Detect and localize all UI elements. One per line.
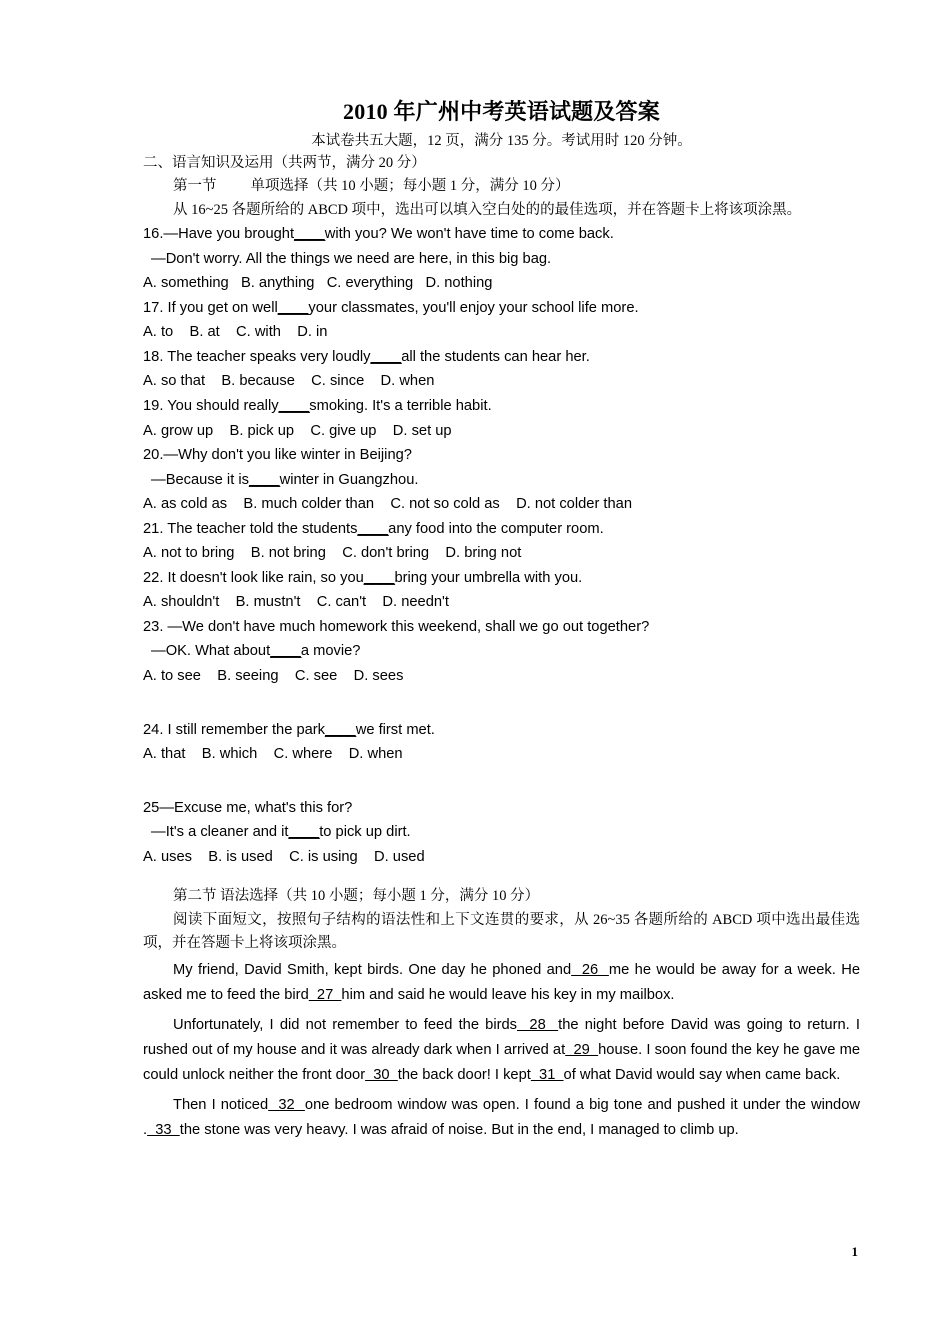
- question-17-stem: 17. If you get on well____your classmates, you'll enjoy your school life more.: [143, 299, 639, 316]
- question-16-stem: 16.—Have you brought____with you? We won't have time to come back.: [143, 226, 614, 243]
- passage-paragraph-2: Unfortunately, I did not remember to feed the birds 28 the night before David was going to return. I rushed out of my house and it was already dark when I arrived at 29 house. I soon found the key he gave me could unlock neither the front door 30 the back door! I kept 31 of what David would say when came back.: [143, 1016, 860, 1084]
- question-21-stem: 21. The teacher told the students____any food into the computer room.: [143, 520, 604, 537]
- part-one-instruction: 从 16~25 各题所给的 ABCD 项中，选出可以填入空白处的的最佳选项，并在答题卡上将该项涂黑。: [173, 201, 802, 218]
- section-spacer: [143, 869, 860, 885]
- answer-blank: ____: [363, 569, 395, 586]
- answer-blank: ____: [278, 398, 310, 414]
- answer-blank: ____: [288, 824, 320, 841]
- question-22-options: A. shouldn't B. mustn't C. can't D. needn't: [143, 594, 449, 611]
- question-16-options: A. something B. anything C. everything D. nothing: [143, 275, 493, 292]
- part-one-heading: [143, 175, 860, 198]
- answer-blank: ____: [277, 299, 309, 316]
- question-24-stem: 24. I still remember the park____we first met.: [143, 721, 435, 738]
- numbered-blank: 29: [565, 1042, 599, 1059]
- part-two-heading: 第二节 语法选择（共 10 小题；每小题 1 分，满分 10 分）: [173, 888, 540, 905]
- page-number: 1: [851, 1244, 858, 1259]
- answer-blank: ____: [248, 471, 280, 488]
- part-two-instruction: 阅读下面短文，按照句子结构的语法性和上下文连贯的要求，从 26~35 各题所给的 ABCD 项中选出最佳选项，并在答题卡上将该项涂黑。: [143, 911, 860, 952]
- numbered-blank: 32: [268, 1096, 305, 1113]
- question-21-options: A. not to bring B. not bring C. don't bring D. bring not: [143, 545, 522, 562]
- question-24-options: A. that B. which C. where D. when: [143, 746, 403, 763]
- question-16-stem-2: —Don't worry. All the things we need are here, in this big bag.: [151, 250, 552, 267]
- answer-blank: ____: [294, 226, 325, 243]
- numbered-blank: 33: [147, 1122, 180, 1139]
- question-19-stem: 19. You should really____smoking. It's a terrible habit.: [143, 398, 492, 414]
- numbered-blank: 30: [365, 1067, 398, 1084]
- part-one-title: 单项选择（共 10 小题；每小题 1 分，满分 10 分）: [250, 178, 570, 195]
- section-two-heading: 二、语言知识及运用（共两节，满分 20 分）: [143, 154, 426, 171]
- question-18-stem: 18. The teacher speaks very loudly____all the students can hear her.: [143, 348, 590, 365]
- part-one-label: 第一节: [173, 178, 217, 195]
- question-17-options: A. to B. at C. with D. in: [143, 324, 328, 341]
- question-18-options: A. so that B. because C. since D. when: [143, 373, 435, 390]
- passage-paragraph-1: My friend, David Smith, kept birds. One day he phoned and 26 me he would be away for a week. He asked me to feed the bird 27 him and said he would leave his key in my mailbox.: [143, 961, 860, 1004]
- numbered-blank: 28: [517, 1016, 559, 1033]
- numbered-blank: 26: [571, 961, 609, 978]
- document-content: [143, 0, 860, 1144]
- question-25-options: A. uses B. is used C. is using D. used: [143, 848, 425, 865]
- question-spacer-a: [143, 689, 860, 718]
- question-23-stem: 23. —We don't have much homework this weekend, shall we go out together?: [143, 618, 650, 635]
- answer-blank: ____: [325, 721, 356, 738]
- numbered-blank: 27: [308, 987, 342, 1004]
- numbered-blank: 31: [530, 1067, 564, 1084]
- question-23-options: A. to see B. seeing C. see D. sees: [143, 668, 404, 685]
- question-22-stem: 22. It doesn't look like rain, so you____bring your umbrella with you.: [143, 569, 583, 586]
- answer-blank: ____: [370, 348, 402, 365]
- passage-paragraph-3: Then I noticed 32 one bedroom window was open. I found a big tone and pushed it under the window . 33 the stone was very heavy. I was afraid of noise. But in the end, I managed to climb up.: [143, 1096, 860, 1139]
- question-19-options: A. grow up B. pick up C. give up D. set up: [143, 422, 452, 439]
- question-20-stem: 20.—Why don't you like winter in Beijing?: [143, 447, 412, 464]
- question-25-stem: 25—Excuse me, what's this for?: [143, 799, 353, 816]
- page-title: 2010 年广州中考英语试题及答案: [343, 99, 660, 124]
- question-spacer-b: [143, 767, 860, 796]
- document-subtitle: 本试卷共五大题，12 页，满分 135 分。考试用时 120 分钟。: [311, 133, 692, 150]
- question-20-options: A. as cold as B. much colder than C. not so cold as D. not colder than: [143, 496, 633, 513]
- answer-blank: ____: [357, 520, 389, 537]
- question-25-stem-2: —It's a cleaner and it____to pick up dirt.: [151, 824, 411, 841]
- question-20-stem-2: —Because it is____winter in Guangzhou.: [151, 471, 419, 488]
- question-23-stem-2: —OK. What about____a movie?: [151, 643, 361, 660]
- answer-blank: ____: [270, 643, 301, 660]
